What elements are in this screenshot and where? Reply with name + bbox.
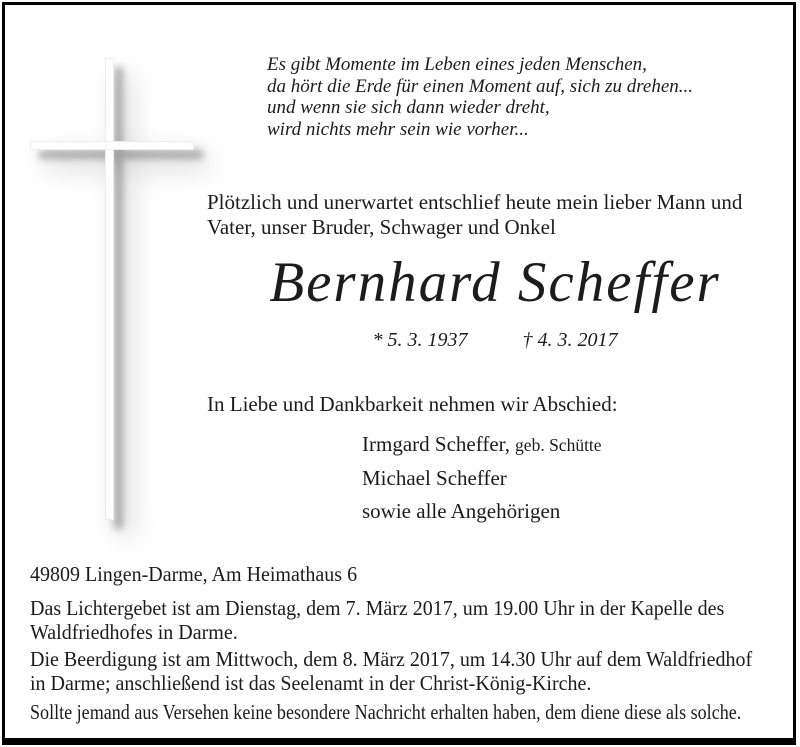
mourner-name: sowie alle Angehörigen — [362, 499, 561, 523]
mourner-name-text: Irmgard Scheffer, — [362, 432, 511, 456]
poem-line: wird nichts mehr sein wie vorher... — [267, 118, 529, 140]
poem-line: Es gibt Momente im Leben eines jeden Menschen, — [267, 54, 647, 75]
lichtergebet-line: Das Lichtergebet ist am Dienstag, dem 7. März 2017, um 19.00 Uhr in der Kapelle des — [30, 596, 725, 620]
mourner-name — [362, 428, 602, 462]
lichtergebet-line: Waldfriedhofes in Darme. — [30, 620, 238, 644]
memorial-poem — [267, 54, 693, 140]
announcement-text — [207, 190, 742, 240]
closing-note: Sollte jemand aus Versehen keine besondere Nachricht erhalten haben, dem diene diese als solche. — [30, 700, 742, 724]
poem-line: da hört die Erde für einen Moment auf, sich zu drehen... — [267, 75, 694, 97]
life-dates — [185, 329, 800, 352]
mourners-list — [362, 428, 602, 528]
farewell-line: In Liebe und Dankbarkeit nehmen wir Abschied: — [207, 392, 618, 416]
death-date: † 4. 3. 2017 — [522, 329, 618, 351]
deceased-name: Bernhard Scheffer — [269, 251, 721, 314]
beerdigung-line: Die Beerdigung ist am Mittwoch, dem 8. März 2017, um 14.30 Uhr auf dem Waldfriedhof — [30, 647, 753, 671]
birth-date: * 5. 3. 1937 — [372, 329, 468, 351]
beerdigung-line: in Darme; anschließend ist das Seelenamt in der Christ-König-Kirche. — [30, 671, 592, 695]
poem-line: und wenn sie sich dann wieder dreht, — [267, 97, 550, 118]
address-line: 49809 Lingen-Darme, Am Heimathaus 6 — [30, 562, 358, 586]
announcement-line: Plötzlich und unerwartet entschlief heute mein lieber Mann und — [207, 190, 743, 214]
cross-horizontal-bar — [30, 141, 194, 150]
announcement-line: Vater, unser Bruder, Schwager und Onkel — [207, 215, 556, 239]
cross-vertical-bar — [105, 58, 114, 520]
mourner-maiden-name: geb. Schütte — [515, 435, 602, 455]
mourner-name: Michael Scheffer — [362, 466, 507, 490]
